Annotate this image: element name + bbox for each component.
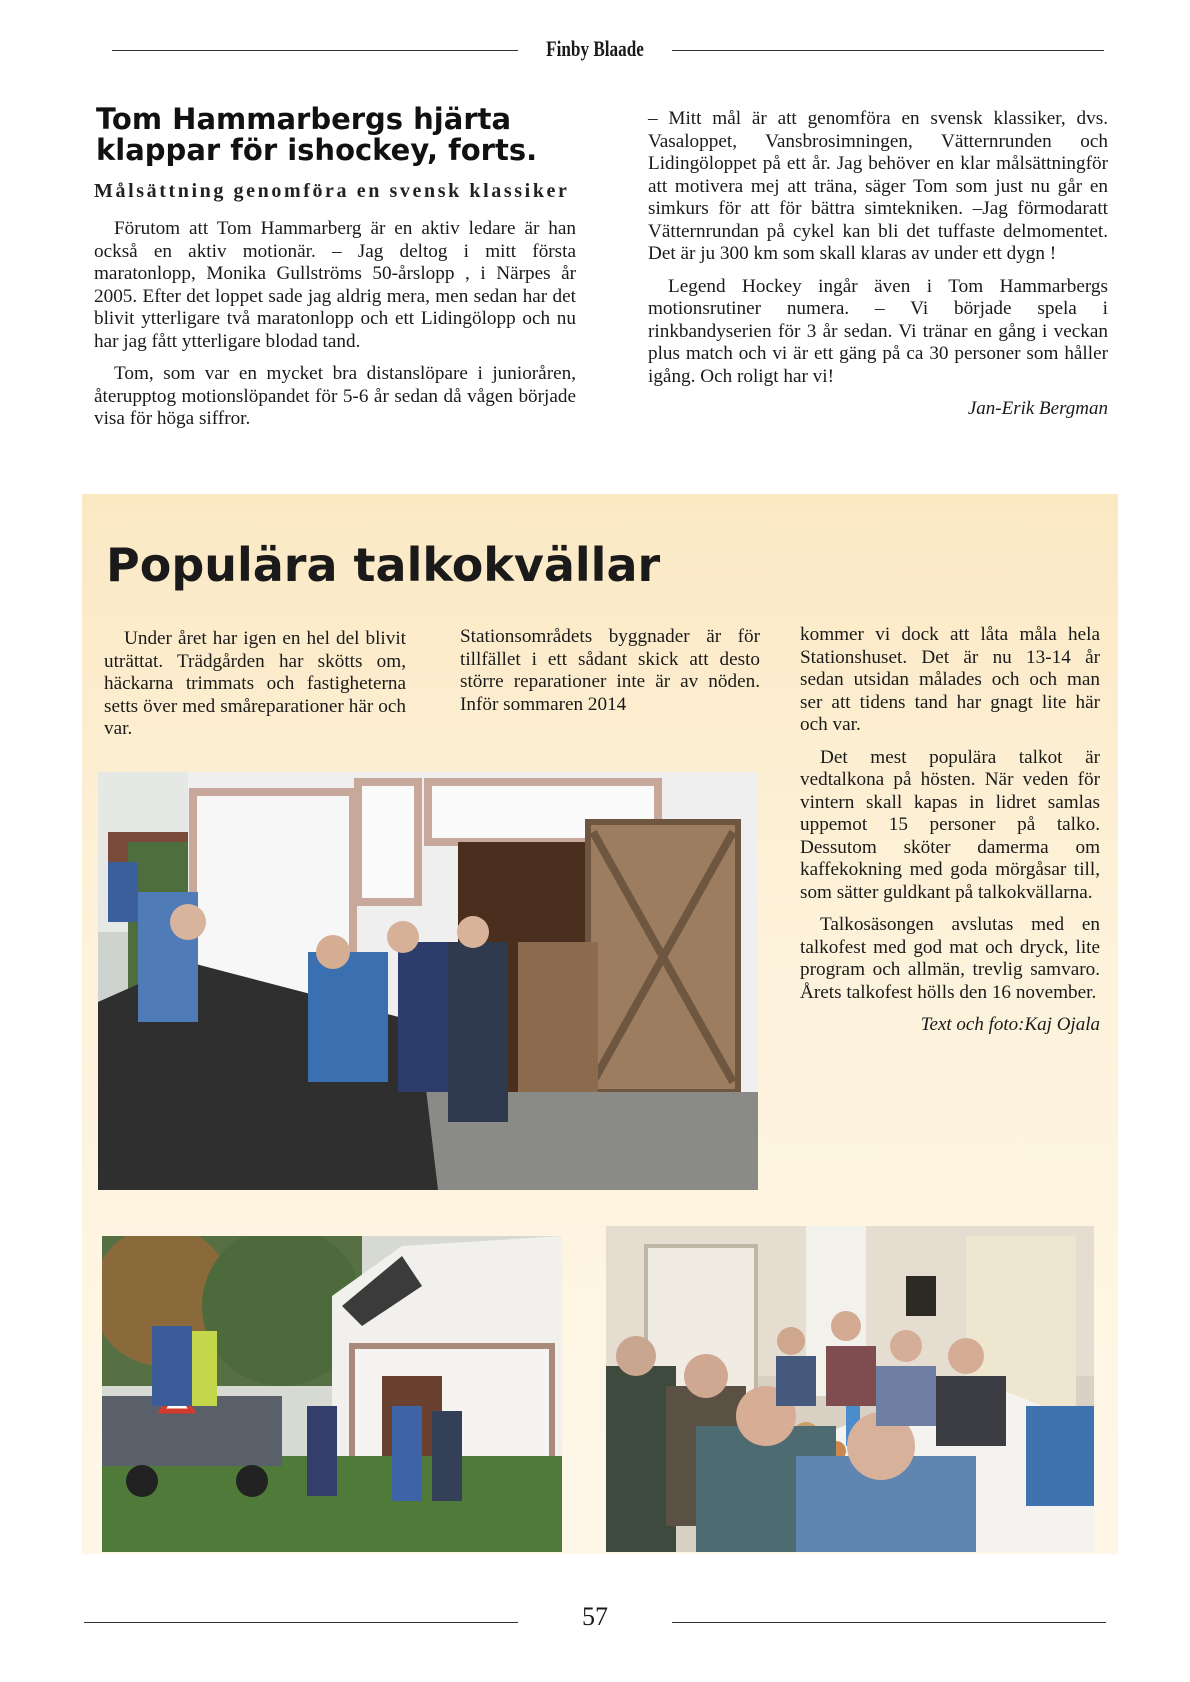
article2-title: Populära talkokvällar [106, 538, 661, 592]
article1-paragraph: Förutom att Tom Hammarberg är en aktiv ledare är han också en aktiv motionär. – Jag deltog i mitt första maratonlopp, Monika Gullströms 50-årslopp , i Närpes år 2005. Efter det loppet sade jag aldrig mera, men sedan har det blivit ytterligare två maratonlopp och ett Lidingölopp och nu har jag fått ytterligare blodad tand. [94, 218, 576, 352]
article1-signature: Jan-Erik Bergman [967, 398, 1108, 419]
article2-column-1 [104, 628, 406, 751]
article2-paragraph: Talkosäsongen avslutas med en talkofest med god mat och dryck, lite program och allmän, trevlig samvaro. Årets talkofest hölls den 16 november. [800, 914, 1100, 1003]
photo-coffee-gathering [606, 1226, 1094, 1552]
article1-left-column [94, 218, 576, 441]
article2-paragraph: kommer vi dock att låta måla hela Stationshuset. Det är nu 13-14 år sedan utsidan målades och och man ser att tidens tand har gnagt lite här och var. [800, 624, 1100, 735]
article1-paragraph: – Mitt mål är att genomföra en svensk klassiker, dvs. Vasaloppet, Vansbrosimningen, Vätternrunden och Lidingöloppet på ett år. Jag behöver en klar målsättningför att motivera mej att träna, säger Tom som just nu går en simkurs för att för bättra simtekniken. –Jag förmodaratt Vätternrundan på cykel kan bli det tuffaste delmomentet. Det är ju 300 km som skall klaras av under ett dygn ! [648, 108, 1108, 264]
article2-photo-credit: Text och foto:Kaj Ojala [920, 1014, 1100, 1035]
article2-column-3 [800, 624, 1100, 1036]
article1-right-column [648, 108, 1108, 420]
article2-paragraph: Det mest populära talkot är vedtalkona på hösten. När veden för vintern skall kapas in lidret samlas uppemot 15 personer på talko. Dessutom sköter damerma om kaffekokning med goda mörgåsar till, som sätter guldkant på talkokvällarna. [800, 746, 1100, 903]
photo-trailer-scene [102, 1236, 562, 1552]
page-number: 57 [582, 1602, 608, 1631]
article1-paragraph: Tom, som var en mycket bra distanslöpare i junioråren, återupptog motionslöpandet för 5-6 år sedan då vågen började visa för höga siffror. [94, 363, 576, 429]
masthead: Finby Blaade [546, 36, 644, 61]
article2-column-2 [460, 626, 760, 726]
article2-paragraph: Under året har igen en hel del blivit uträttat. Trädgården har skötts om, häckarna trimmats och fastigheterna setts över med småreparationer här och var. [104, 628, 406, 739]
article1-title: Tom Hammarbergs hjärta klappar för ishockey, forts. [96, 102, 538, 167]
photo-wood-talko [98, 772, 758, 1190]
article1-paragraph: Legend Hockey ingår även i Tom Hammarbergs motionsrutiner numera. – Vi började spela i rinkbandyserien för 3 år sedan. Vi tränar en gång i veckan plus match och vi är ett gäng på ca 30 personer som håller igång. Och roligt har vi! [648, 275, 1108, 387]
article2-paragraph: Stationsområdets byggnader är för tillfället i ett sådant skick att desto större reparationer inte är av nöden. Inför sommaren 2014 [460, 626, 760, 715]
article1-subheading: Målsättning genomföra en svensk klassiker [94, 180, 570, 202]
